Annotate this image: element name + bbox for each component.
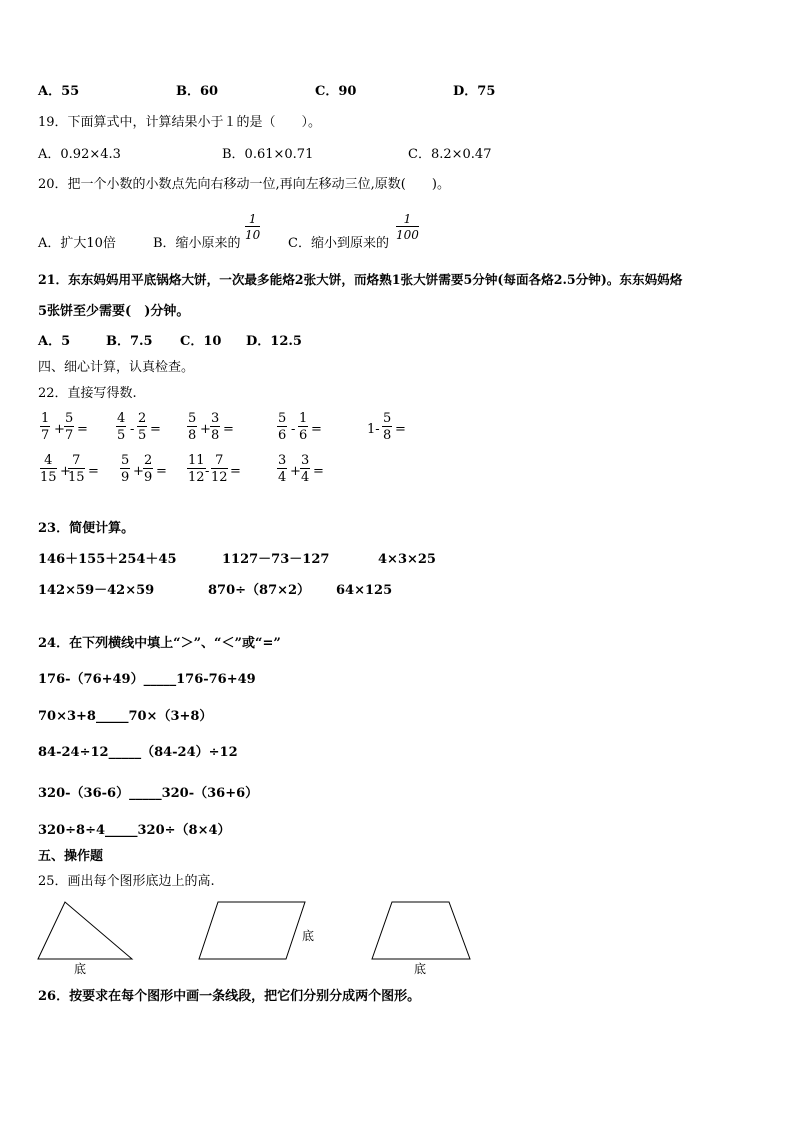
q19-option-a: A．0.92×4.3 <box>38 147 121 162</box>
operator: + <box>54 422 65 437</box>
fraction-numerator: 1 <box>248 212 257 226</box>
fraction-numerator: 1 <box>299 411 308 426</box>
q24-right-expr: 70×（3+8） <box>128 709 213 724</box>
q18-option-a: A．55 <box>38 84 80 99</box>
q23-stem: 23．简便计算。 <box>38 521 135 536</box>
q19-option-b: B．0.61×0.71 <box>222 147 314 162</box>
equals-sign: = <box>88 464 99 479</box>
fraction-denominator: 15 <box>68 470 85 485</box>
q20-option-c: C．缩小到原来的 <box>288 236 389 251</box>
q24-blank[interactable]: _____ <box>105 823 138 838</box>
q24-blank[interactable]: _____ <box>129 786 162 801</box>
operator: + <box>60 464 71 479</box>
parallelogram-shape[interactable] <box>199 902 305 959</box>
equals-sign: = <box>77 422 88 437</box>
fraction-denominator: 12 <box>188 470 205 485</box>
q24-blank[interactable]: _____ <box>108 745 142 760</box>
equals-sign: = <box>150 422 161 437</box>
q24-right-expr: 320÷（8×4） <box>137 823 231 838</box>
equals-sign: = <box>313 464 324 479</box>
fraction-numerator: 4 <box>44 453 53 468</box>
fraction-denominator: 8 <box>383 428 392 443</box>
q23-expr: 146＋155＋254＋45 <box>38 552 177 567</box>
fraction-numerator: 7 <box>215 453 224 468</box>
q24-left-expr: 70×3+8 <box>38 709 96 724</box>
operator: + <box>290 464 301 479</box>
fraction-denominator: 8 <box>211 428 220 443</box>
q23-expr: 870÷（87×2） <box>208 583 311 598</box>
q23-expr: 142×59－42×59 <box>38 583 155 598</box>
fraction-numerator: 5 <box>188 411 197 426</box>
base-label: 底 <box>302 929 315 943</box>
fraction-numerator: 7 <box>72 453 81 468</box>
operator: - <box>205 464 210 479</box>
trapezoid-shape[interactable] <box>372 902 470 959</box>
equals-sign: = <box>311 422 322 437</box>
fraction-denominator: 5 <box>138 428 147 443</box>
q24-right-expr: 320-（36+6） <box>161 786 259 801</box>
q21-option-a: A．5 <box>38 334 71 349</box>
prefix: 1- <box>367 422 380 437</box>
q24-stem: 24．在下列横线中填上“＞”、“＜”或“=” <box>38 636 281 651</box>
q24-right-expr: 176-76+49 <box>176 672 256 687</box>
q19-stem: 19．下面算式中，计算结果小于１的是（ ）。 <box>38 115 322 130</box>
q20-option-a: A．扩大10倍 <box>38 236 116 251</box>
q24-left-expr: 320÷8÷4 <box>38 823 106 838</box>
fraction-denominator: 7 <box>65 428 74 443</box>
fraction-denominator: 7 <box>41 428 50 443</box>
q24-blank[interactable]: _____ <box>143 672 177 687</box>
operator: - <box>130 422 135 437</box>
q24-left-expr: 84-24÷12 <box>38 745 109 760</box>
fraction-numerator: 11 <box>188 453 205 468</box>
fraction-denominator: 12 <box>211 470 228 485</box>
fraction-numerator: 2 <box>144 453 153 468</box>
fraction-numerator: 1 <box>403 212 412 226</box>
fraction-numerator: 2 <box>138 411 147 426</box>
operator: - <box>291 422 296 437</box>
fraction-denominator: 10 <box>245 228 261 242</box>
equals-sign: = <box>156 464 167 479</box>
q25-stem: 25．画出每个图形底边上的高. <box>38 874 215 889</box>
operator: + <box>133 464 144 479</box>
fraction-numerator: 5 <box>383 411 392 426</box>
q20-option-b: B．缩小原来的 <box>153 236 241 251</box>
fraction-denominator: 15 <box>40 470 57 485</box>
q21-option-b: B．7.5 <box>106 334 153 349</box>
equals-sign: = <box>395 422 406 437</box>
q18-option-d: D．75 <box>453 84 496 99</box>
fraction-numerator: 3 <box>301 453 310 468</box>
fraction-denominator: 9 <box>121 470 130 485</box>
operator: + <box>200 422 211 437</box>
section4-heading: 四、细心计算，认真检查。 <box>38 360 195 375</box>
triangle-shape[interactable] <box>38 902 132 959</box>
fraction-numerator: 5 <box>278 411 287 426</box>
fraction-numerator: 5 <box>65 411 74 426</box>
fraction-numerator: 3 <box>211 411 220 426</box>
q21-stem-line1: 21．东东妈妈用平底锅烙大饼，一次最多能烙2张大饼，而烙熟1张大饼需要5分钟(每面各烙2.5分钟)。东东妈妈烙 <box>38 272 683 287</box>
q23-expr: 64×125 <box>336 583 393 598</box>
q24-left-expr: 320-（36-6） <box>38 786 130 801</box>
fraction-denominator: 100 <box>396 228 419 242</box>
q23-expr: 1127－73－127 <box>222 552 330 567</box>
base-label: 底 <box>74 962 87 976</box>
section5-heading: 五、操作题 <box>38 849 104 864</box>
q23-expr: 4×3×25 <box>378 552 436 567</box>
q18-option-c: C．90 <box>315 84 357 99</box>
fraction-denominator: 9 <box>144 470 153 485</box>
fraction-numerator: 1 <box>41 411 50 426</box>
fraction-numerator: 4 <box>117 411 126 426</box>
q19-option-c: C．8.2×0.47 <box>408 147 492 162</box>
fraction-denominator: 5 <box>117 428 126 443</box>
q24-right-expr: （84-24）÷12 <box>141 745 238 760</box>
q21-option-d: D．12.5 <box>246 334 302 349</box>
fraction-denominator: 4 <box>301 470 310 485</box>
fraction-numerator: 3 <box>278 453 287 468</box>
q24-left-expr: 176-（76+49） <box>38 672 144 687</box>
q26-stem: 26．按要求在每个图形中画一条线段，把它们分别分成两个图形。 <box>38 989 421 1004</box>
fraction-denominator: 6 <box>278 428 287 443</box>
q22-stem: 22．直接写得数. <box>38 386 137 401</box>
equals-sign: = <box>223 422 234 437</box>
q24-blank[interactable]: _____ <box>95 709 129 724</box>
q20-stem: 20．把一个小数的小数点先向右移动一位,再向左移动三位,原数( )。 <box>38 177 450 192</box>
fraction-denominator: 4 <box>278 470 287 485</box>
q21-stem-line2: 5张饼至少需要( )分钟。 <box>38 304 190 319</box>
equals-sign: = <box>230 464 241 479</box>
fraction-numerator: 5 <box>121 453 130 468</box>
fraction-denominator: 6 <box>299 428 308 443</box>
q18-option-b: B．60 <box>176 84 219 99</box>
base-label: 底 <box>414 962 427 976</box>
q21-option-c: C．10 <box>180 334 222 349</box>
fraction-denominator: 8 <box>188 428 197 443</box>
